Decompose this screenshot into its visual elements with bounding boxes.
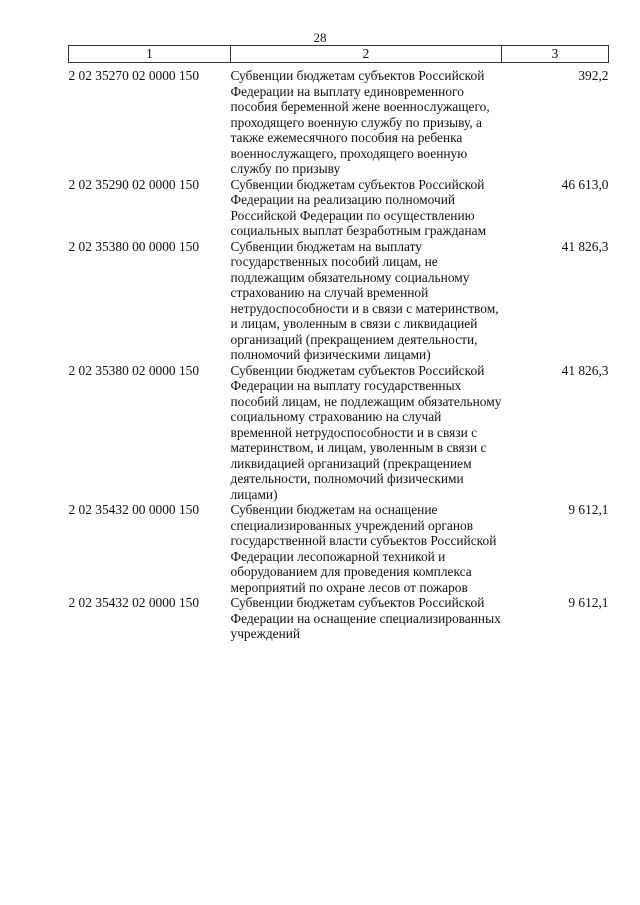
amount: 41 826,3 — [561, 238, 609, 254]
amount: 392,2 — [578, 68, 609, 83]
classification-code: 2 02 35270 02 0000 150 — [68, 68, 200, 83]
table-row — [69, 63, 609, 177]
amount: 46 613,0 — [561, 176, 609, 192]
amount: 9 612,1 — [568, 595, 609, 610]
table-row — [69, 177, 609, 239]
column-header-1: 1 — [69, 46, 231, 63]
table-row — [69, 595, 609, 642]
column-header-2: 2 — [231, 46, 502, 63]
header-row — [69, 46, 609, 63]
revenue-name: Субвенции бюджетам субъектов Российской Федерации на оснащение специализированных учреждений — [230, 595, 501, 641]
budget-table — [68, 45, 609, 642]
classification-code: 2 02 35432 00 0000 150 — [68, 502, 200, 517]
revenue-name: Субвенции бюджетам субъектов Российской Федерации на выплату единовременного пособия беременной жене военнослужащего, проходящего военную службу по призыву, а также ежемесячного пособия на ребенка военнослужащего, проходящего военную службу по призыву — [230, 68, 490, 176]
revenue-name: Субвенции бюджетам субъектов Российской Федерации на выплату государственных пособий лицам, не подлежащим обязательному социальному страхованию на случай временной нетрудоспособности и в связи с материнством, и лицам, уволенным в связи с ликвидацией организаций (прекращением деятельности, полномочий физическими лицами) — [230, 362, 502, 502]
classification-code: 2 02 35432 02 0000 150 — [68, 595, 200, 610]
revenue-name: Субвенции бюджетам на оснащение специализированных учреждений органов государственной власти субъектов Российской Федерации лесопожарной техникой и оборудованием для проведения комплекса мероприятий по охране лесов от пожаров — [230, 502, 497, 595]
amount: 41 826,3 — [561, 362, 609, 378]
amount: 9 612,1 — [568, 502, 609, 517]
table-row — [69, 363, 609, 503]
table-row — [69, 239, 609, 363]
revenue-name: Субвенции бюджетам субъектов Российской Федерации на реализацию полномочий Российской Федерации по осуществлению социальных выплат безработным гражданам — [230, 176, 487, 238]
page-number: 28 — [313, 30, 327, 45]
classification-code: 2 02 35290 02 0000 150 — [68, 176, 200, 192]
classification-code: 2 02 35380 00 0000 150 — [68, 238, 200, 254]
column-header-3: 3 — [502, 46, 609, 63]
table-row — [69, 502, 609, 595]
revenue-name: Субвенции бюджетам на выплату государственных пособий лицам, не подлежащим обязательному социальному страхованию на случай временной нетрудоспособности и в связи с материнством, и лицам, уволенным в связи с ликвидацией организаций (прекращением деятельности, полномочий физическими лицами) — [230, 238, 499, 362]
classification-code: 2 02 35380 02 0000 150 — [68, 362, 200, 378]
